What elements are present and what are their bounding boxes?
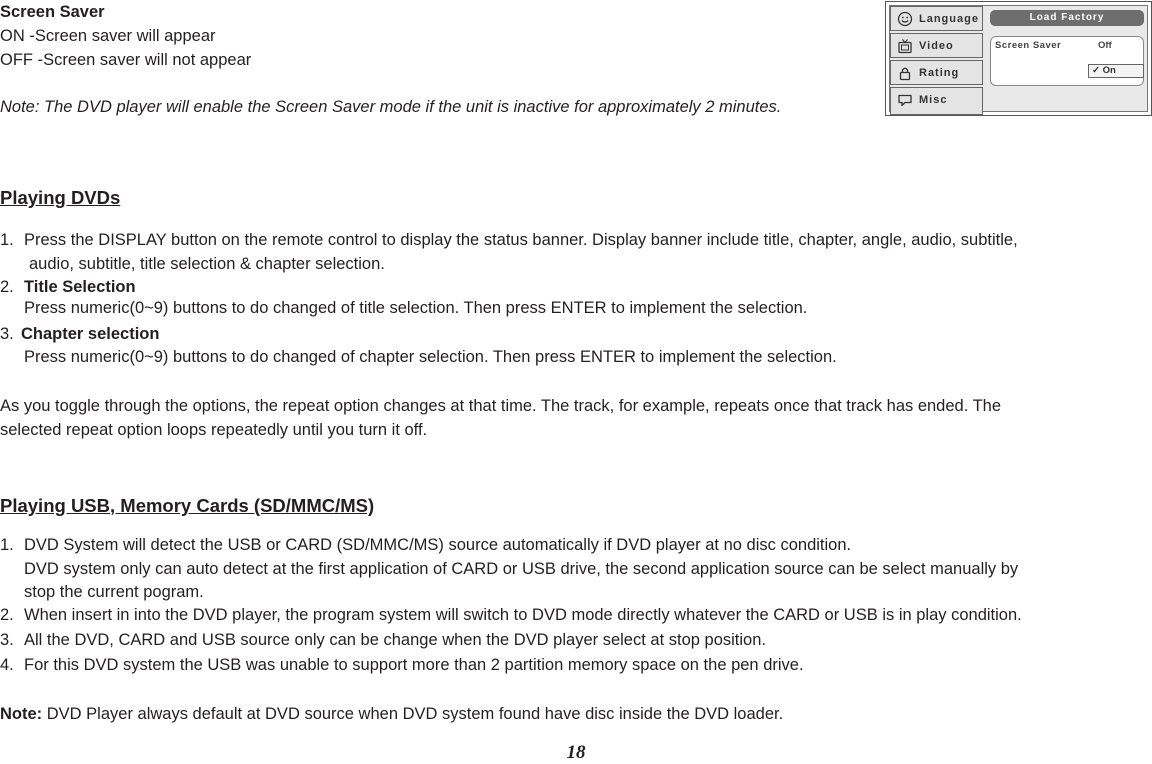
list-text: Press the DISPLAY button on the remote control to display the status banner. Display banner include title, chapter, angle, audio, subtitle, (24, 231, 1018, 249)
usb-step-4 (0, 655, 804, 675)
osd-menu-item-misc (890, 87, 983, 115)
screen-saver-note: Note: The DVD player will enable the Screen Saver mode if the unit is inactive for approximately 2 minutes. (0, 98, 782, 116)
dvd-step-3-title (0, 324, 159, 344)
list-text: For this DVD system the USB was unable to support more than 2 partition memory space on the pen drive. (24, 656, 804, 674)
screen-saver-off-line: OFF -Screen saver will not appear (0, 51, 252, 69)
page-number: 18 (566, 742, 586, 763)
repeat-paragraph-line-2: selected repeat option loops repeatedly until you turn it off. (0, 421, 428, 439)
usb-step-3 (0, 630, 766, 650)
smiley-icon (897, 11, 913, 27)
osd-menu-item-language (890, 6, 983, 31)
osd-setting-label: Screen Saver (995, 40, 1062, 51)
usb-step-1 (0, 535, 851, 555)
osd-menu-illustration (885, 1, 1152, 116)
usb-note (0, 704, 783, 724)
osd-option-on-label: On (1102, 65, 1116, 76)
osd-menu-item-label: Language (919, 13, 979, 25)
osd-menu-item-label: Misc (919, 94, 948, 106)
list-number: 2. (0, 606, 14, 624)
usb-step-1-cont-2: stop the current pogram. (24, 583, 204, 601)
screen-saver-on-line: ON -Screen saver will appear (0, 27, 216, 45)
osd-menu-item-rating (890, 60, 983, 85)
osd-screen-saver-setting (990, 36, 1144, 86)
usb-step-1-cont: DVD system only can auto detect at the first application of CARD or USB drive, the second application source can be select manually by (24, 560, 1019, 578)
list-subheading: Title Selection (24, 278, 136, 296)
note-text: DVD Player always default at DVD source when DVD system found have disc inside the DVD loader. (42, 705, 784, 723)
list-number: 2. (0, 278, 14, 296)
list-text: All the DVD, CARD and USB source only can be change when the DVD player select at stop position. (24, 631, 766, 649)
osd-load-factory-bar: Load Factory (990, 10, 1144, 26)
osd-menu-item-video (890, 33, 983, 58)
osd-option-off: Off (1098, 40, 1112, 51)
note-label: Note: (0, 705, 43, 723)
playing-usb-heading: Playing USB, Memory Cards (SD/MMC/MS) (0, 495, 375, 516)
dvd-step-1-cont: audio, subtitle, title selection & chapter selection. (29, 255, 385, 273)
check-icon: ✓ (1092, 65, 1100, 76)
list-number: 1. (0, 536, 14, 554)
list-number: 1. (0, 231, 14, 249)
usb-step-2 (0, 605, 1022, 625)
list-subheading: Chapter selection (21, 325, 160, 343)
speech-bubble-icon (897, 92, 913, 108)
osd-menu-item-label: Video (919, 40, 954, 52)
dvd-step-2-title (0, 277, 136, 297)
screen-saver-title: Screen Saver (0, 3, 105, 21)
playing-dvds-heading: Playing DVDs (0, 187, 121, 208)
list-number: 3. (0, 325, 14, 343)
lock-icon (897, 65, 913, 81)
tv-icon (897, 38, 913, 54)
osd-option-on (1088, 64, 1144, 78)
list-text: When insert in into the DVD player, the program system will switch to DVD mode directly whatever the CARD or USB is in play condition. (24, 606, 1022, 624)
list-text: DVD System will detect the USB or CARD (SD/MMC/MS) source automatically if DVD player at no disc condition. (24, 536, 852, 554)
list-number: 3. (0, 631, 14, 649)
dvd-step-2-text: Press numeric(0~9) buttons to do changed of title selection. Then press ENTER to implement the selection. (24, 299, 808, 317)
dvd-step-1 (0, 230, 1018, 250)
repeat-paragraph-line-1: As you toggle through the options, the repeat option changes at that time. The track, for example, repeats once that track has ended. The (0, 397, 1002, 415)
osd-menu-item-label: Rating (919, 67, 960, 79)
list-number: 4. (0, 656, 14, 674)
osd-menu-panel (889, 5, 1148, 112)
dvd-step-3-text: Press numeric(0~9) buttons to do changed of chapter selection. Then press ENTER to implement the selection. (24, 348, 837, 366)
